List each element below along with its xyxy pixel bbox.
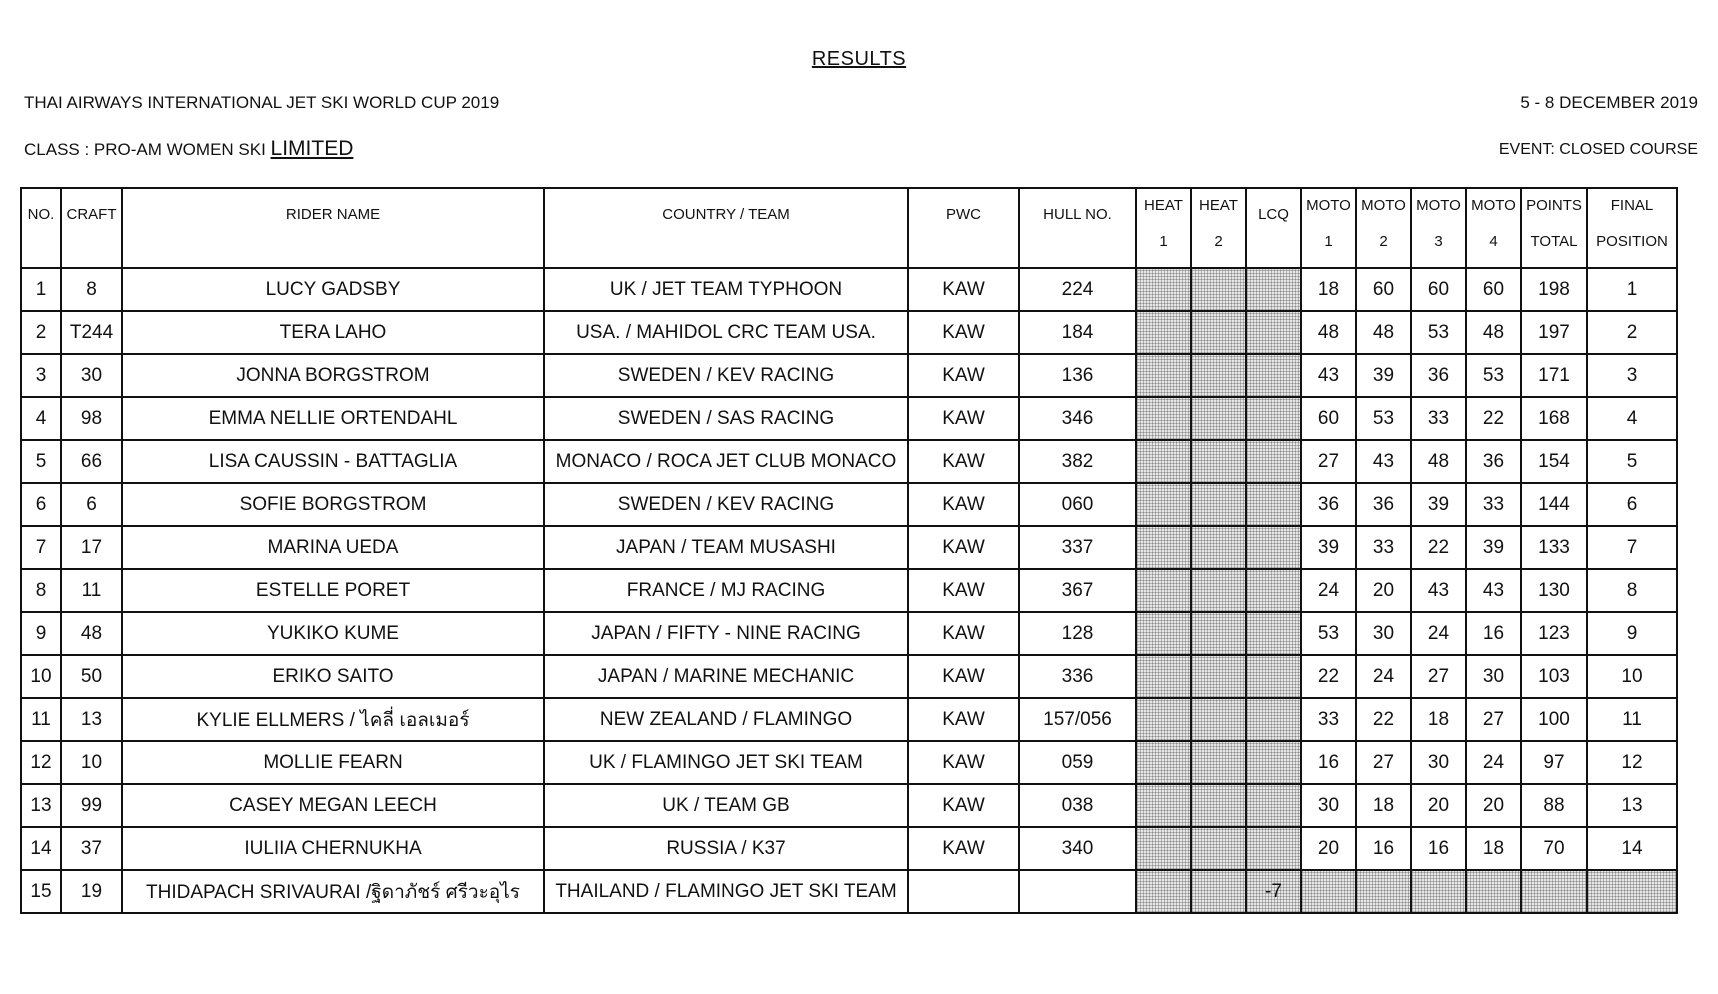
cell-craft: 30 xyxy=(61,354,122,397)
cell-heat1 xyxy=(1136,698,1191,741)
cell-moto3: 53 xyxy=(1411,311,1466,354)
cell-heat2 xyxy=(1191,698,1246,741)
cell-pwc: KAW xyxy=(908,741,1019,784)
cell-moto3: 22 xyxy=(1411,526,1466,569)
cell-points: 198 xyxy=(1521,268,1587,311)
cell-pwc: KAW xyxy=(908,827,1019,870)
cell-lcq xyxy=(1246,311,1301,354)
cell-pwc: KAW xyxy=(908,784,1019,827)
cell-moto3: 33 xyxy=(1411,397,1466,440)
cell-final: 10 xyxy=(1587,655,1677,698)
cell-moto4: 36 xyxy=(1466,440,1521,483)
cell-final: 11 xyxy=(1587,698,1677,741)
cell-points: 168 xyxy=(1521,397,1587,440)
cell-heat2 xyxy=(1191,440,1246,483)
cell-pwc: KAW xyxy=(908,311,1019,354)
cell-final: 2 xyxy=(1587,311,1677,354)
cell-points: 144 xyxy=(1521,483,1587,526)
table-row xyxy=(21,870,1677,913)
col-header-heat1: HEAT 1 xyxy=(1136,188,1191,268)
cell-craft: 19 xyxy=(61,870,122,913)
cell-no: 11 xyxy=(21,698,61,741)
cell-moto2: 30 xyxy=(1356,612,1411,655)
col-header-hull: HULL NO. xyxy=(1019,188,1136,268)
cell-heat2 xyxy=(1191,311,1246,354)
cell-craft: 99 xyxy=(61,784,122,827)
cell-moto2: 39 xyxy=(1356,354,1411,397)
cell-rider: JONNA BORGSTROM xyxy=(122,354,544,397)
table-row xyxy=(21,483,1677,526)
cell-country: UK / JET TEAM TYPHOON xyxy=(544,268,908,311)
cell-points: 70 xyxy=(1521,827,1587,870)
cell-moto1: 53 xyxy=(1301,612,1356,655)
cell-lcq xyxy=(1246,784,1301,827)
col-header-rider: RIDER NAME xyxy=(122,188,544,268)
cell-rider: MARINA UEDA xyxy=(122,526,544,569)
cell-no: 9 xyxy=(21,612,61,655)
cell-no: 4 xyxy=(21,397,61,440)
cell-moto4: 22 xyxy=(1466,397,1521,440)
cell-lcq: -7 xyxy=(1246,870,1301,913)
results-body xyxy=(21,268,1677,913)
cell-moto2: 16 xyxy=(1356,827,1411,870)
cell-moto3: 27 xyxy=(1411,655,1466,698)
cell-no: 15 xyxy=(21,870,61,913)
cell-heat1 xyxy=(1136,741,1191,784)
cell-moto4: 20 xyxy=(1466,784,1521,827)
cell-points: 133 xyxy=(1521,526,1587,569)
cell-no: 7 xyxy=(21,526,61,569)
cell-pwc: KAW xyxy=(908,354,1019,397)
cell-pwc: KAW xyxy=(908,526,1019,569)
cell-country: THAILAND / FLAMINGO JET SKI TEAM xyxy=(544,870,908,913)
cell-moto2 xyxy=(1356,870,1411,913)
cell-points: 130 xyxy=(1521,569,1587,612)
cell-moto3: 16 xyxy=(1411,827,1466,870)
cell-moto4: 33 xyxy=(1466,483,1521,526)
cell-hull: 224 xyxy=(1019,268,1136,311)
cell-hull: 336 xyxy=(1019,655,1136,698)
cell-final: 4 xyxy=(1587,397,1677,440)
table-row xyxy=(21,784,1677,827)
cell-moto3: 24 xyxy=(1411,612,1466,655)
cell-lcq xyxy=(1246,397,1301,440)
cell-rider: CASEY MEGAN LEECH xyxy=(122,784,544,827)
col-header-pwc: PWC xyxy=(908,188,1019,268)
cell-country: UK / TEAM GB xyxy=(544,784,908,827)
cell-hull: 059 xyxy=(1019,741,1136,784)
col-header-moto4: MOTO 4 xyxy=(1466,188,1521,268)
cell-craft: 8 xyxy=(61,268,122,311)
col-header-craft: CRAFT xyxy=(61,188,122,268)
cell-heat1 xyxy=(1136,526,1191,569)
col-header-no: NO. xyxy=(21,188,61,268)
cell-final: 13 xyxy=(1587,784,1677,827)
cell-moto2: 53 xyxy=(1356,397,1411,440)
cell-no: 13 xyxy=(21,784,61,827)
cell-moto1: 33 xyxy=(1301,698,1356,741)
cell-hull: 157/056 xyxy=(1019,698,1136,741)
cell-heat1 xyxy=(1136,268,1191,311)
cell-final: 7 xyxy=(1587,526,1677,569)
cell-country: FRANCE / MJ RACING xyxy=(544,569,908,612)
cell-moto1: 30 xyxy=(1301,784,1356,827)
cell-heat2 xyxy=(1191,526,1246,569)
cell-heat1 xyxy=(1136,483,1191,526)
cell-rider: IULIIA CHERNUKHA xyxy=(122,827,544,870)
cell-hull: 038 xyxy=(1019,784,1136,827)
cell-pwc: KAW xyxy=(908,569,1019,612)
cell-points: 88 xyxy=(1521,784,1587,827)
cell-final: 12 xyxy=(1587,741,1677,784)
page-title: RESULTS xyxy=(811,48,907,70)
class-line xyxy=(24,137,353,161)
cell-moto1: 48 xyxy=(1301,311,1356,354)
cell-moto4: 48 xyxy=(1466,311,1521,354)
cell-moto1: 24 xyxy=(1301,569,1356,612)
cell-heat1 xyxy=(1136,784,1191,827)
cell-heat2 xyxy=(1191,612,1246,655)
cell-moto4: 16 xyxy=(1466,612,1521,655)
table-row xyxy=(21,440,1677,483)
cell-no: 3 xyxy=(21,354,61,397)
cell-final: 3 xyxy=(1587,354,1677,397)
class-prefix: CLASS : PRO-AM WOMEN SKI xyxy=(24,140,271,159)
cell-points: 171 xyxy=(1521,354,1587,397)
cell-lcq xyxy=(1246,741,1301,784)
cell-rider: KYLIE ELLMERS / ไคลี่ เอลเมอร์ xyxy=(122,698,544,741)
cell-pwc xyxy=(908,870,1019,913)
cell-rider: SOFIE BORGSTROM xyxy=(122,483,544,526)
cell-final: 5 xyxy=(1587,440,1677,483)
cell-craft: 6 xyxy=(61,483,122,526)
cell-moto2: 48 xyxy=(1356,311,1411,354)
cell-craft: 10 xyxy=(61,741,122,784)
cell-lcq xyxy=(1246,526,1301,569)
cell-rider: YUKIKO KUME xyxy=(122,612,544,655)
cell-pwc: KAW xyxy=(908,698,1019,741)
cell-moto4 xyxy=(1466,870,1521,913)
cell-points: 154 xyxy=(1521,440,1587,483)
cell-craft: 11 xyxy=(61,569,122,612)
cell-lcq xyxy=(1246,268,1301,311)
table-row xyxy=(21,741,1677,784)
cell-moto4: 18 xyxy=(1466,827,1521,870)
cell-moto1: 39 xyxy=(1301,526,1356,569)
cell-hull: 337 xyxy=(1019,526,1136,569)
cell-rider: EMMA NELLIE ORTENDAHL xyxy=(122,397,544,440)
table-row xyxy=(21,526,1677,569)
cell-country: RUSSIA / K37 xyxy=(544,827,908,870)
cell-rider: LISA CAUSSIN - BATTAGLIA xyxy=(122,440,544,483)
cell-craft: 66 xyxy=(61,440,122,483)
cell-heat2 xyxy=(1191,268,1246,311)
cell-heat2 xyxy=(1191,784,1246,827)
cell-heat1 xyxy=(1136,569,1191,612)
cell-rider: ESTELLE PORET xyxy=(122,569,544,612)
cell-craft: T244 xyxy=(61,311,122,354)
cell-points: 197 xyxy=(1521,311,1587,354)
cell-heat1 xyxy=(1136,311,1191,354)
cell-moto1: 43 xyxy=(1301,354,1356,397)
cell-heat2 xyxy=(1191,354,1246,397)
cell-heat2 xyxy=(1191,483,1246,526)
cell-lcq xyxy=(1246,698,1301,741)
table-row xyxy=(21,311,1677,354)
cell-moto2: 20 xyxy=(1356,569,1411,612)
cell-heat1 xyxy=(1136,655,1191,698)
cell-country: USA. / MAHIDOL CRC TEAM USA. xyxy=(544,311,908,354)
cell-moto1 xyxy=(1301,870,1356,913)
cell-moto2: 60 xyxy=(1356,268,1411,311)
cell-country: MONACO / ROCA JET CLUB MONACO xyxy=(544,440,908,483)
class-limited: LIMITED xyxy=(270,137,354,160)
cell-hull: 060 xyxy=(1019,483,1136,526)
cell-hull: 184 xyxy=(1019,311,1136,354)
cell-moto2: 18 xyxy=(1356,784,1411,827)
cell-moto3: 48 xyxy=(1411,440,1466,483)
cell-heat1 xyxy=(1136,612,1191,655)
cell-moto3: 43 xyxy=(1411,569,1466,612)
results-table xyxy=(20,187,1678,914)
cell-moto3: 36 xyxy=(1411,354,1466,397)
cell-rider: ERIKO SAITO xyxy=(122,655,544,698)
cell-country: SWEDEN / KEV RACING xyxy=(544,483,908,526)
cell-pwc: KAW xyxy=(908,483,1019,526)
table-row xyxy=(21,698,1677,741)
cell-craft: 48 xyxy=(61,612,122,655)
cell-no: 14 xyxy=(21,827,61,870)
cell-moto1: 16 xyxy=(1301,741,1356,784)
cell-moto4: 53 xyxy=(1466,354,1521,397)
cell-craft: 13 xyxy=(61,698,122,741)
cell-heat1 xyxy=(1136,870,1191,913)
cell-craft: 37 xyxy=(61,827,122,870)
cell-moto3: 18 xyxy=(1411,698,1466,741)
cell-moto3: 60 xyxy=(1411,268,1466,311)
event-type: EVENT: CLOSED COURSE xyxy=(1498,141,1698,158)
cell-points: 123 xyxy=(1521,612,1587,655)
cell-heat1 xyxy=(1136,354,1191,397)
cell-no: 1 xyxy=(21,268,61,311)
cell-craft: 50 xyxy=(61,655,122,698)
cell-moto2: 24 xyxy=(1356,655,1411,698)
cell-no: 8 xyxy=(21,569,61,612)
header-row xyxy=(21,188,1677,268)
col-header-moto1: MOTO 1 xyxy=(1301,188,1356,268)
table-row xyxy=(21,655,1677,698)
cell-pwc: KAW xyxy=(908,655,1019,698)
cell-moto1: 36 xyxy=(1301,483,1356,526)
cell-country: SWEDEN / SAS RACING xyxy=(544,397,908,440)
cell-moto1: 20 xyxy=(1301,827,1356,870)
cell-points: 97 xyxy=(1521,741,1587,784)
event-name: THAI AIRWAYS INTERNATIONAL JET SKI WORLD CUP 2019 xyxy=(24,93,500,112)
cell-lcq xyxy=(1246,655,1301,698)
cell-moto2: 43 xyxy=(1356,440,1411,483)
cell-hull xyxy=(1019,870,1136,913)
cell-heat2 xyxy=(1191,741,1246,784)
cell-moto2: 36 xyxy=(1356,483,1411,526)
cell-heat2 xyxy=(1191,569,1246,612)
cell-no: 6 xyxy=(21,483,61,526)
cell-moto4: 43 xyxy=(1466,569,1521,612)
cell-moto4: 39 xyxy=(1466,526,1521,569)
cell-no: 2 xyxy=(21,311,61,354)
cell-heat1 xyxy=(1136,440,1191,483)
cell-moto2: 27 xyxy=(1356,741,1411,784)
cell-final xyxy=(1587,870,1677,913)
cell-country: NEW ZEALAND / FLAMINGO xyxy=(544,698,908,741)
cell-country: SWEDEN / KEV RACING xyxy=(544,354,908,397)
cell-craft: 98 xyxy=(61,397,122,440)
cell-rider: THIDAPACH SRIVAURAI /ฐิดาภัชร์ ศรีวะอุไร xyxy=(122,870,544,913)
cell-craft: 17 xyxy=(61,526,122,569)
cell-final: 9 xyxy=(1587,612,1677,655)
cell-heat2 xyxy=(1191,870,1246,913)
cell-heat2 xyxy=(1191,397,1246,440)
cell-heat2 xyxy=(1191,655,1246,698)
cell-lcq xyxy=(1246,483,1301,526)
table-row xyxy=(21,569,1677,612)
col-header-moto3: MOTO 3 xyxy=(1411,188,1466,268)
cell-moto2: 33 xyxy=(1356,526,1411,569)
table-row xyxy=(21,354,1677,397)
col-header-heat2: HEAT 2 xyxy=(1191,188,1246,268)
cell-moto3: 39 xyxy=(1411,483,1466,526)
cell-moto3: 20 xyxy=(1411,784,1466,827)
cell-final: 8 xyxy=(1587,569,1677,612)
col-header-country: COUNTRY / TEAM xyxy=(544,188,908,268)
cell-moto4: 27 xyxy=(1466,698,1521,741)
col-header-moto2: MOTO 2 xyxy=(1356,188,1411,268)
col-header-points: POINTS TOTAL xyxy=(1521,188,1587,268)
cell-final: 14 xyxy=(1587,827,1677,870)
cell-heat1 xyxy=(1136,827,1191,870)
table-row xyxy=(21,827,1677,870)
cell-moto1: 22 xyxy=(1301,655,1356,698)
table-row xyxy=(21,612,1677,655)
cell-moto3: 30 xyxy=(1411,741,1466,784)
cell-points: 100 xyxy=(1521,698,1587,741)
cell-hull: 128 xyxy=(1019,612,1136,655)
cell-moto4: 60 xyxy=(1466,268,1521,311)
cell-no: 5 xyxy=(21,440,61,483)
cell-lcq xyxy=(1246,612,1301,655)
cell-heat2 xyxy=(1191,827,1246,870)
cell-lcq xyxy=(1246,440,1301,483)
cell-rider: LUCY GADSBY xyxy=(122,268,544,311)
cell-moto1: 27 xyxy=(1301,440,1356,483)
cell-pwc: KAW xyxy=(908,440,1019,483)
cell-rider: MOLLIE FEARN xyxy=(122,741,544,784)
cell-hull: 136 xyxy=(1019,354,1136,397)
cell-points: 103 xyxy=(1521,655,1587,698)
cell-moto4: 30 xyxy=(1466,655,1521,698)
cell-hull: 382 xyxy=(1019,440,1136,483)
table-row xyxy=(21,397,1677,440)
col-header-final: FINAL POSITION xyxy=(1587,188,1677,268)
col-header-lcq: LCQ xyxy=(1246,188,1301,268)
cell-pwc: KAW xyxy=(908,397,1019,440)
cell-moto4: 24 xyxy=(1466,741,1521,784)
cell-moto2: 22 xyxy=(1356,698,1411,741)
cell-country: UK / FLAMINGO JET SKI TEAM xyxy=(544,741,908,784)
cell-lcq xyxy=(1246,354,1301,397)
cell-pwc: KAW xyxy=(908,268,1019,311)
cell-country: JAPAN / FIFTY - NINE RACING xyxy=(544,612,908,655)
table-row xyxy=(21,268,1677,311)
cell-moto1: 18 xyxy=(1301,268,1356,311)
cell-lcq xyxy=(1246,569,1301,612)
cell-points xyxy=(1521,870,1587,913)
cell-hull: 367 xyxy=(1019,569,1136,612)
cell-country: JAPAN / MARINE MECHANIC xyxy=(544,655,908,698)
cell-country: JAPAN / TEAM MUSASHI xyxy=(544,526,908,569)
cell-moto1: 60 xyxy=(1301,397,1356,440)
cell-no: 10 xyxy=(21,655,61,698)
cell-hull: 346 xyxy=(1019,397,1136,440)
cell-rider: TERA LAHO xyxy=(122,311,544,354)
cell-moto3 xyxy=(1411,870,1466,913)
cell-final: 1 xyxy=(1587,268,1677,311)
cell-final: 6 xyxy=(1587,483,1677,526)
cell-no: 12 xyxy=(21,741,61,784)
cell-heat1 xyxy=(1136,397,1191,440)
cell-hull: 340 xyxy=(1019,827,1136,870)
cell-pwc: KAW xyxy=(908,612,1019,655)
event-date: 5 - 8 DECEMBER 2019 xyxy=(1520,93,1698,112)
cell-lcq xyxy=(1246,827,1301,870)
